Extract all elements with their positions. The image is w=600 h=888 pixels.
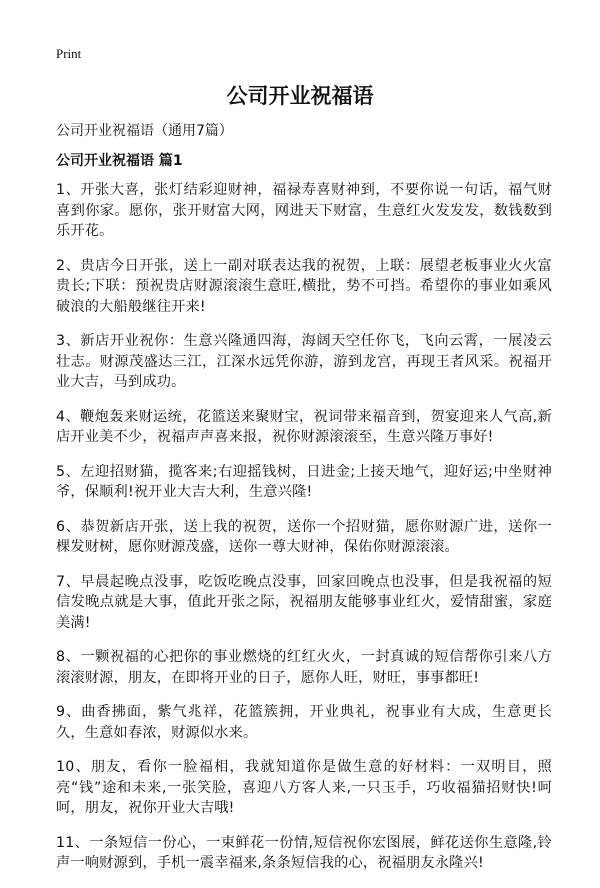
paragraph-11: 11、一条短信一份心，一束鲜花一份情,短信祝你宏图展，鲜花送你生意隆,铃声一响财源到，手机一震幸福来,条条短信我的心，祝福朋友永隆兴! [56,834,552,871]
section-heading: 公司开业祝福语 篇1 [56,153,183,169]
paragraph-4: 4、鞭炮轰来财运统，花篮送来聚财宝，祝词带来福音到，贺宴迎来人气高,新店开业美不少，祝福声声喜来报，祝你财源滚滚至，生意兴隆万事好! [56,408,552,445]
document-subtitle: 公司开业祝福语（通用7篇） [56,123,233,139]
paragraph-2: 2、贵店今日开张，送上一副对联表达我的祝贺，上联：展望老板事业火火富贵长;下联：预祝贵店财源滚滚生意旺,横批，势不可挡。希望你的事业如乘风破浪的大船般继往开来! [56,257,552,315]
page-title: 公司开业祝福语 [226,84,374,108]
paragraph-1: 1、开张大喜，张灯结彩迎财神，福禄寿喜财神到，不要你说一句话，福气财喜到你家。愿你，张开财富大网，网进天下财富，生意红火发发发，数钱数到乐开花。 [56,182,552,239]
paragraph-3: 3、新店开业祝你：生意兴隆通四海，海阔天空任你飞，飞向云霄，一展凌云壮志。财源茂盛达三江，江深水远凭你游，游到龙宫，再现王者风采。祝福开业大吉，马到成功。 [56,333,552,390]
paragraph-7: 7、早晨起晚点没事，吃饭吃晚点没事，回家回晚点也没事，但是我祝福的短信发晚点就是大事，值此开张之际，祝福朋友能够事业红火，爱情甜蜜，家庭美满! [56,573,552,631]
print-label[interactable]: Print [56,46,82,61]
paragraph-9: 9、曲香拂面，紫气兆祥，花篮簇拥，开业典礼，祝事业有大成，生意更长久，生意如春浓，财源似水来。 [56,704,552,741]
paragraph-10: 10、朋友，看你一脸福相，我就知道你是做生意的好材料：一双明目，照亮“钱”途和未来,一张笑脸，喜迎八方客人来,一只玉手，巧收福猫招财快!呵呵，朋友，祝你开业大吉哦! [56,759,552,816]
paragraph-6: 6、恭贺新店开张，送上我的祝贺，送你一个招财猫，愿你财源广进，送你一棵发财树，愿你财源茂盛，送你一尊大财神，保佑你财源滚滚。 [56,518,552,555]
paragraph-list [56,180,552,888]
paragraph-5: 5、左迎招财猫，揽客来;右迎摇钱树，日进金;上接天地气，迎好运;中坐财神爷，保顺利!祝开业大吉大利，生意兴隆! [56,463,552,500]
paragraph-8: 8、一颗祝福的心把你的事业燃烧的红红火火，一封真诚的短信帮你引来八方滚滚财源，朋友，在即将开业的日子，愿你人旺，财旺，事事都旺! [56,649,552,686]
